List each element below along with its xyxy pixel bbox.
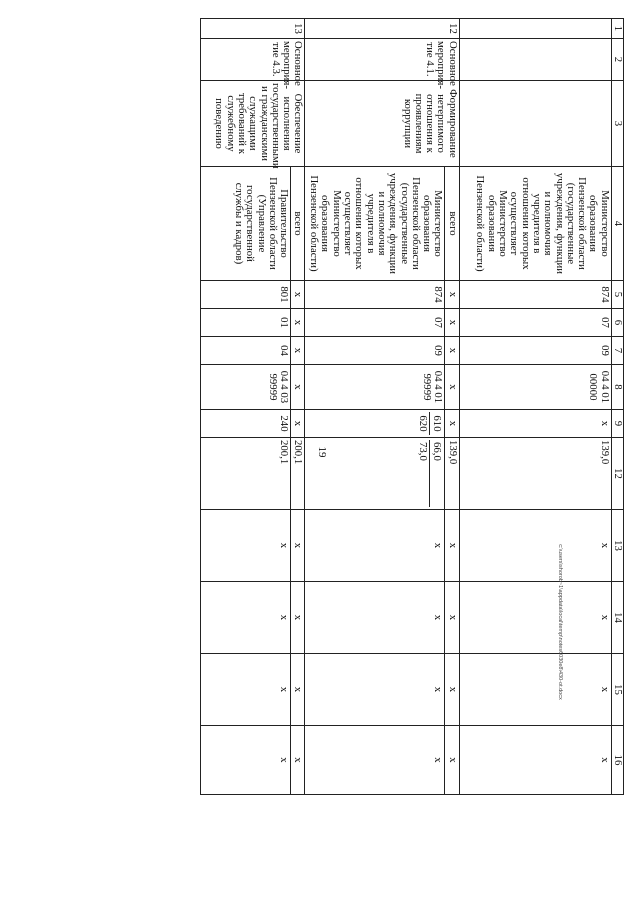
cell-csr: 04 4 01 99999 [305,365,445,410]
cell-amount-610: 66,0 [431,442,444,461]
cell-c13: х [445,510,459,582]
cell-rz: 07 [459,309,611,337]
cell-vr: 240 [201,410,291,438]
cell-c16: х [201,726,291,795]
table-row [445,19,459,795]
cell-grbs: х [445,281,459,309]
header-col-14: 14 [611,582,623,654]
page-number: 19 [316,446,328,458]
cell-executor: Министерство образования Пензенской области (государственные учреждения, функции и полномочия учредителя в отношении которых осуществляет Министерство образования Пензенской области) [459,167,611,281]
header-col-16: 16 [611,726,623,795]
cell-amount: 200,1 [291,438,305,510]
table-row [459,19,611,795]
cell-c14: х [201,582,291,654]
header-col-12: 12 [611,438,623,510]
cell-measure: Основное мероприя- тие 4.3. [201,39,305,81]
cell-c15: х [305,654,445,726]
cell-amount-620: 73,0 [416,440,430,507]
cell-vr-620: 620 [416,412,430,435]
header-col-15: 15 [611,654,623,726]
cell-measure: Основное мероприя- тие 4.1. [305,39,459,81]
cell-csr: 04 4 01 00000 [459,365,611,410]
cell-pr: 09 [305,337,445,365]
cell-pr: 09 [459,337,611,365]
cell-executor-total: всего [291,167,305,281]
cell-csr: х [291,365,305,410]
cell-grbs: х [291,281,305,309]
table-row [291,19,305,795]
header-col-7: 7 [611,337,623,365]
cell-grbs: 801 [201,281,291,309]
cell-num: 12 [305,19,459,39]
cell-vr: х [291,410,305,438]
cell-executor-total: всего [445,167,459,281]
cell-name: Обеспечение исполнения государственными и гражданскими служащими требований к служебному поведению [201,81,305,167]
cell-rz: 07 [305,309,445,337]
cell-rz: 01 [201,309,291,337]
cell-grbs: 874 [305,281,445,309]
cell-name: Формирование нетерпимого отношения к проявлениям коррупции [305,81,459,167]
cell-c13: х [201,510,291,582]
header-col-5: 5 [611,281,623,309]
cell-csr: 04 4 03 99999 [201,365,291,410]
cell-name [459,81,611,167]
cell-c15: х [291,654,305,726]
cell-c16: х [305,726,445,795]
header-col-8: 8 [611,365,623,410]
cell-c13: х [291,510,305,582]
cell-vr-610: 610 [431,415,444,432]
cell-c13: х [305,510,445,582]
header-col-9: 9 [611,410,623,438]
cell-vr: х [459,410,611,438]
cell-grbs: 874 [459,281,611,309]
cell-c14: х [305,582,445,654]
cell-pr: х [291,337,305,365]
header-row [611,19,623,795]
cell-pr: 04 [201,337,291,365]
cell-c14: х [445,582,459,654]
cell-amount: 139,0 [459,438,611,510]
cell-c15: х [201,654,291,726]
header-col-6: 6 [611,309,623,337]
cell-c16: х [459,726,611,795]
header-col-3: 3 [611,81,623,167]
cell-c13: х [459,510,611,582]
header-col-13: 13 [611,510,623,582]
header-col-1: 1 [611,19,623,39]
cell-amount: 200,1 [201,438,291,510]
cell-executor: Министерство образования Пензенской области (государственные учреждения, функции и полномочия учредителя в отношении которых осуществляет Министерство образования Пензенской области) [305,167,445,281]
cell-vr [305,410,445,438]
cell-c14: х [291,582,305,654]
cell-measure [459,39,611,81]
cell-c16: х [445,726,459,795]
cell-c15: х [445,654,459,726]
cell-vr: х [445,410,459,438]
cell-c16: х [291,726,305,795]
cell-rz: х [291,309,305,337]
cell-rz: х [445,309,459,337]
cell-amount: 139,0 [445,438,459,510]
cell-executor: Правительство Пензенской области (Управление государственной службы и кадров) [201,167,291,281]
cell-c14: х [459,582,611,654]
header-col-2: 2 [611,39,623,81]
budget-table-rotated [100,18,624,794]
cell-amount [305,438,445,510]
cell-c15: х [459,654,611,726]
cell-num: 13 [201,19,305,39]
cell-pr: х [445,337,459,365]
cell-csr: х [445,365,459,410]
cell-num [459,19,611,39]
header-col-4: 4 [611,167,623,281]
footer-file-path: c:\users\shorob~1\appdata\local\temp\notes6030e8\430-ot.docx [557,544,563,700]
